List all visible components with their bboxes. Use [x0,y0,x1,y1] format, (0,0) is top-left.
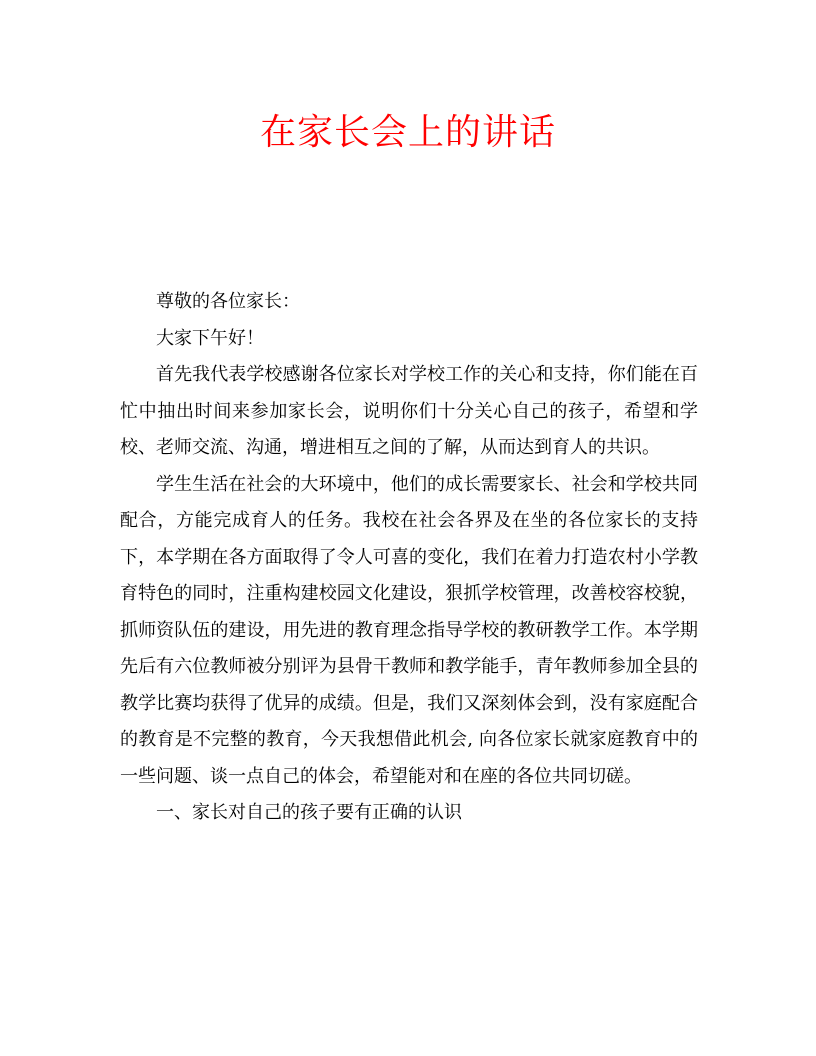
salutation: 尊敬的各位家长： [156,291,300,312]
document-title: 在家长会上的讲话 [259,112,556,153]
greeting: 大家下午好！ [156,327,264,349]
paragraph: 首先我代表学校感谢各位家长对学校工作的关心和支持，你们能在百忙中抽出时间来参加家长会，说明你们十分关心自己的孩子，希望和学校、老师交流、沟通，增进相互之间的了解，从而达到育人的共识。 [120,364,698,458]
section-heading: 一、家长对自己的孩子要有正确的认识 [156,802,462,823]
document-body [120,284,698,832]
paragraph: 学生生活在社会的大环境中，他们的成长需要家长、社会和学校共同配合，方能完成育人的任务。我校在社会各界及在坐的各位家长的支持下，本学期在各方面取得了令人可喜的变化，我们在着力打造农村小学教育特色的同时，注重构建校园文化建设，狠抓学校管理，改善校容校貌，抓师资队伍的建设，用先进的教育理念指导学校的教研教学工作。本学期先后有六位教师被分别评为县骨干教师和教学能手，青年教师参加全县的教学比赛均获得了优异的成绩。但是，我们又深刻体会到，没有家庭配合的教育是不完整的教育，今天我想借此机会, 向各位家长就家庭教育中的一些问题、谈一点自己的体会，希望能对和在座的各位共同切磋。 [120,473,698,787]
